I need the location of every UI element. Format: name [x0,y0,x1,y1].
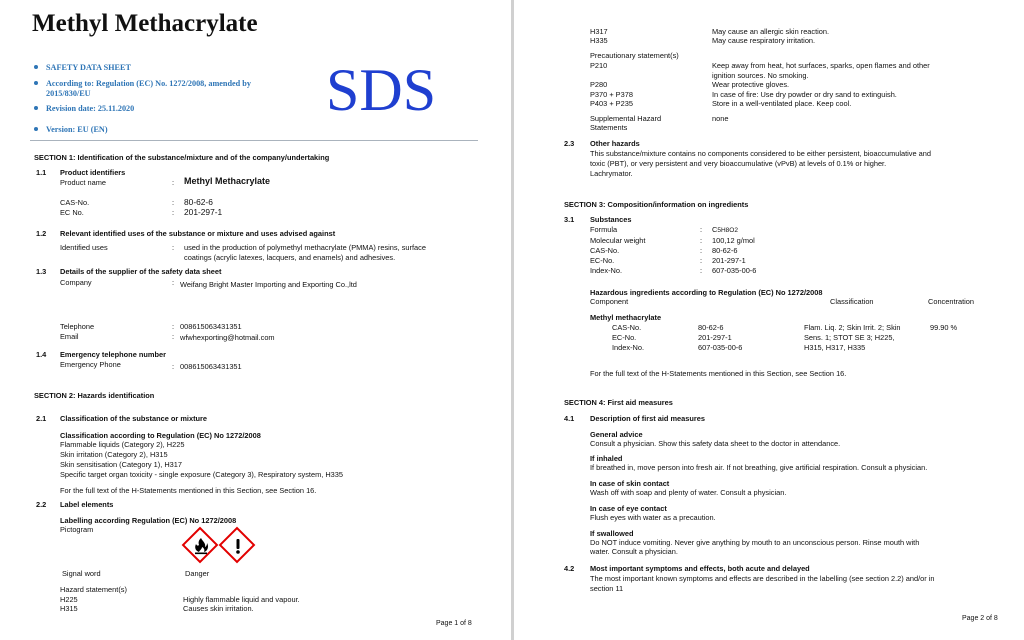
ingredient-name: Methyl methacrylate [590,313,662,322]
field-value: 100,12 g/mol [712,236,755,245]
labelling-title: Labelling according Regulation (EC) No 1272/2008 [60,516,237,525]
section-number: 2.3 [564,139,575,148]
hazard-code: H315 [60,604,78,613]
column-header-classification: Classification [830,297,874,306]
colon: : [700,256,703,265]
hazard-text: Highly flammable liquid and vapour. [183,595,300,604]
section-number: 1.3 [36,267,47,276]
section-number: 4.1 [564,414,575,423]
colon: : [172,332,175,341]
field-label: Product name [60,178,107,187]
supplemental-label: Supplemental Hazard [590,114,662,123]
classification-line: Flammable liquids (Category 2), H225 [60,440,185,449]
hazardous-ingredients-title: Hazardous ingredients according to Regulation (EC) No 1272/2008 [590,288,823,297]
first-aid-title: In case of skin contact [590,479,670,488]
precaution-text: Keep away from heat, hot surfaces, sparks, open flames and other [712,61,930,70]
subsection-title: Emergency telephone number [60,350,166,359]
field-value: wfwhexporting@hotmail.com [180,333,275,342]
section-number: 1.4 [36,350,47,359]
first-aid-title: General advice [590,430,643,439]
subsection-title: Product identifiers [60,168,126,177]
meta-according: According to: Regulation (EC) No. 1272/2008, amended by [34,79,251,89]
colon: : [700,225,703,234]
subsection-title: Other hazards [590,139,640,148]
section-number: 3.1 [564,215,575,224]
bullet-icon [34,65,38,69]
subsection-title: Classification of the substance or mixture [60,414,208,423]
colon: : [172,278,175,287]
classification-value: H315, H317, H335 [804,343,866,352]
section-number: 1.1 [36,168,47,177]
first-aid-title: In case of eye contact [590,504,667,513]
hazard-code: H335 [590,36,608,45]
field-label: Company [60,278,92,287]
classification-title: Classification according to Regulation (EC) No 1272/2008 [60,431,261,440]
first-aid-text: Consult a physician. Show this safety data sheet to the doctor in attendance. [590,439,841,448]
colon: : [172,243,175,252]
field-label: Molecular weight [590,236,646,245]
precaution-code: P280 [590,80,608,89]
section-number: 4.2 [564,564,575,573]
field-label: Index-No. [590,266,623,275]
hazard-code: H225 [60,595,78,604]
precaution-code: P210 [590,61,608,70]
first-aid-text: Flush eyes with water as a precaution. [590,513,716,522]
subsection-title: Relevant identified uses of the substance or mixture and uses advised against [60,229,336,238]
first-aid-text: water. Consult a physician. [590,547,678,556]
subsection-title: Substances [590,215,632,224]
page-number: Page 2 of 8 [962,615,998,622]
section-number: 1.2 [36,229,47,238]
full-text-note: For the full text of the H-Statements mentioned in this Section, see Section 16. [60,486,317,495]
meta-version: Version: EU (EN) [34,125,108,135]
precaution-text: Store in a well-ventilated place. Keep cool. [712,99,852,108]
section1-heading: SECTION 1: Identification of the substance/mixture and of the company/undertaking [34,153,330,162]
paragraph-line: Lachrymator. [590,169,633,178]
supplemental-value: none [712,114,729,123]
classification-value: Sens. 1; STOT SE 3; H225, [804,333,895,342]
paragraph-line: section 11 [590,584,624,593]
first-aid-title: If inhaled [590,454,623,463]
supplemental-label: Statements [590,123,628,132]
sds-logo: SDS [326,57,437,123]
signal-word-label: Signal word [62,569,101,578]
classification-value: Flam. Liq. 2; Skin Irrit. 2; Skin [804,323,901,332]
full-text-note: For the full text of the H-Statements mentioned in this Section, see Section 16. [590,369,847,378]
section-number: 2.2 [36,500,47,509]
field-value: 008615063431351 [180,322,242,331]
precaution-text: ignition sources. No smoking. [712,71,809,80]
first-aid-text: Wash off with soap and plenty of water. Consult a physician. [590,488,787,497]
field-value: 607-035-00-6 [712,266,757,275]
sds-page-2 [514,0,1024,640]
meta-sds-label: SAFETY DATA SHEET [34,63,131,73]
precautionary-label: Precautionary statement(s) [590,51,679,60]
precaution-code: P370 + P378 [590,90,633,99]
field-label: CAS-No. [590,246,620,255]
field-label: Telephone [60,322,95,331]
paragraph-line: toxic (PBT), or very persistent and very bioaccumulative (vPvB) at levels of 0.1% or higher. [590,159,887,168]
signal-word-value: Danger [185,569,210,578]
pictogram-label: Pictogram [60,525,94,534]
field-value: 607-035-00-6 [698,343,743,352]
field-label: EC No. [60,208,84,217]
field-value: 201-297-1 [698,333,732,342]
exclamation-icon [220,528,256,564]
field-label: CAS-No. [60,198,90,207]
field-value: 201-297-1 [184,207,223,217]
column-header-concentration: Concentration [928,297,975,306]
paragraph-line: The most important known symptoms and effects are described in the labelling (see section 2.2) and/or in [590,574,935,583]
field-value: Weifang Bright Master Importing and Exporting Co.,ltd [180,280,357,289]
section-number: 2.1 [36,414,47,423]
colon: : [172,198,175,207]
field-value: 201-297-1 [712,256,746,265]
field-value: 80-62-6 [184,197,213,207]
hazard-code: H317 [590,27,608,36]
field-label: Email [60,332,79,341]
field-value: coatings (acrylic latexes, lacquers, and enamels) and adhesives. [184,253,396,262]
subsection-title: Label elements [60,500,114,509]
colon: : [172,322,175,331]
field-value: 80-62-6 [712,246,738,255]
section2-heading: SECTION 2: Hazards identification [34,391,155,400]
header-divider [30,140,478,141]
field-label: Emergency Phone [60,360,121,369]
precaution-text: In case of fire: Use dry powder or dry sand to extinguish. [712,90,897,99]
field-value: 80-62-6 [698,323,724,332]
section4-heading: SECTION 4: First aid measures [564,398,673,407]
colon: : [172,178,175,187]
page-number: Page 1 of 8 [436,620,472,627]
meta-according-cont: 2015/830/EU [46,89,91,98]
hazard-text: Causes skin irritation. [183,604,254,613]
document-title: Methyl Methacrylate [32,10,258,37]
first-aid-title: If swallowed [590,529,634,538]
classification-line: Skin irritation (Category 2), H315 [60,450,168,459]
bullet-icon [34,127,38,131]
first-aid-text: Do NOT induce vomiting. Never give anything by mouth to an unconscious person. Rinse mouth with [590,538,920,547]
concentration-value: 99.90 % [930,323,958,332]
hazard-text: May cause respiratory irritation. [712,36,816,45]
colon: : [172,362,175,371]
subsection-title: Details of the supplier of the safety data sheet [60,267,222,276]
precaution-code: P403 + P235 [590,99,633,108]
bullet-icon [34,106,38,110]
meta-revision-date: Revision date: 25.11.2020 [34,104,134,114]
colon: : [700,246,703,255]
field-label: Formula [590,225,618,234]
flame-icon [183,528,219,564]
classification-line: Specific target organ toxicity - single exposure (Category 3), Respiratory system, H335 [60,470,344,479]
section3-heading: SECTION 3: Composition/information on ingredients [564,200,749,209]
product-name-value: Methyl Methacrylate [184,176,271,186]
field-label: Identified uses [60,243,108,252]
subsection-title: Description of first aid measures [590,414,705,423]
hazard-text: May cause an allergic skin reaction. [712,27,830,36]
colon: : [700,236,703,245]
first-aid-text: If breathed in, move person into fresh air. If not breathing, give artificial respiration. Consult a physician. [590,463,928,472]
field-label: EC-No. [590,256,615,265]
formula-value: C5H8O2 [712,225,738,234]
column-header-component: Component [590,297,629,306]
colon: : [172,208,175,217]
field-value: 008615063431351 [180,362,242,371]
subsection-title: Most important symptoms and effects, both acute and delayed [590,564,810,573]
precaution-text: Wear protective gloves. [712,80,790,89]
field-label: CAS-No. [612,323,642,332]
colon: : [700,266,703,275]
bullet-icon [34,81,38,85]
field-label: Index-No. [612,343,645,352]
field-label: EC-No. [612,333,637,342]
field-value: used in the production of polymethyl methacrylate (PMMA) resins, surface [184,243,426,252]
paragraph-line: This substance/mixture contains no components considered to be either persistent, bioaccumulative and [590,149,931,158]
classification-line: Skin sensitisation (Category 1), H317 [60,460,183,469]
hazard-statements-label: Hazard statement(s) [60,585,127,594]
